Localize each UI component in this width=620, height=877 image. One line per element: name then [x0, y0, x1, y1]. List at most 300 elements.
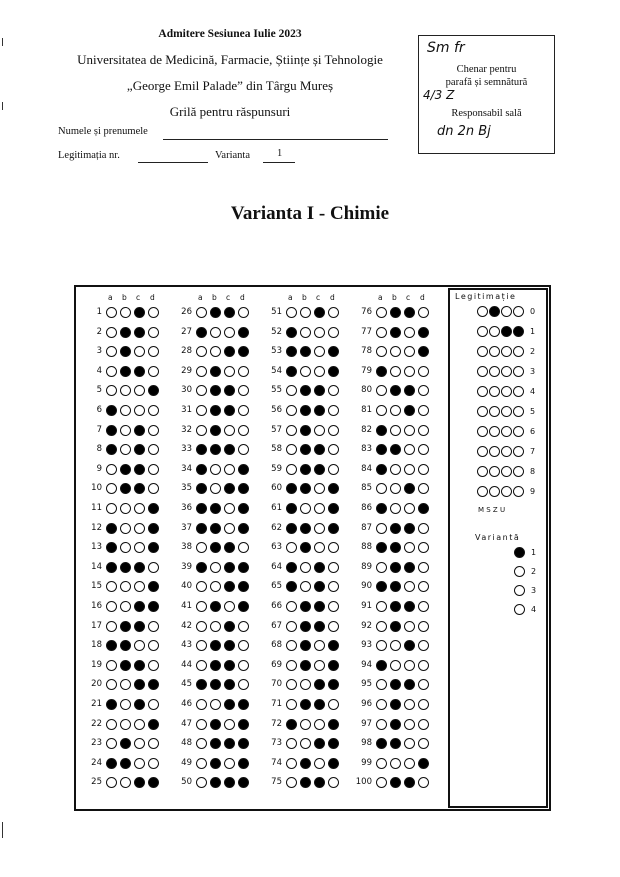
answer-bubble[interactable] — [376, 523, 387, 534]
answer-bubble[interactable] — [390, 699, 401, 710]
legitimatie-bubble[interactable] — [501, 386, 512, 397]
answer-bubble[interactable] — [314, 601, 325, 612]
answer-bubble[interactable] — [196, 503, 207, 514]
answer-bubble[interactable] — [134, 366, 145, 377]
answer-bubble[interactable] — [196, 464, 207, 475]
answer-bubble[interactable] — [390, 660, 401, 671]
answer-bubble[interactable] — [148, 699, 159, 710]
answer-bubble[interactable] — [106, 385, 117, 396]
answer-bubble[interactable] — [404, 738, 415, 749]
answer-bubble[interactable] — [148, 581, 159, 592]
answer-bubble[interactable] — [224, 562, 235, 573]
legitimatie-bubble[interactable] — [513, 406, 524, 417]
legitimatie-bubble[interactable] — [501, 346, 512, 357]
legitimatie-bubble[interactable] — [489, 366, 500, 377]
answer-bubble[interactable] — [224, 483, 235, 494]
answer-bubble[interactable] — [314, 699, 325, 710]
answer-bubble[interactable] — [238, 777, 249, 788]
answer-bubble[interactable] — [210, 581, 221, 592]
answer-bubble[interactable] — [106, 425, 117, 436]
answer-bubble[interactable] — [238, 405, 249, 416]
answer-bubble[interactable] — [134, 464, 145, 475]
legitimatie-bubble[interactable] — [489, 466, 500, 477]
answer-bubble[interactable] — [120, 660, 131, 671]
answer-bubble[interactable] — [328, 503, 339, 514]
legitimatie-bubble[interactable] — [501, 406, 512, 417]
answer-bubble[interactable] — [390, 562, 401, 573]
legitimatie-bubble[interactable] — [489, 486, 500, 497]
legitimatie-bubble[interactable] — [513, 366, 524, 377]
answer-bubble[interactable] — [404, 405, 415, 416]
answer-bubble[interactable] — [314, 464, 325, 475]
answer-bubble[interactable] — [404, 444, 415, 455]
answer-bubble[interactable] — [224, 699, 235, 710]
answer-bubble[interactable] — [148, 385, 159, 396]
answer-bubble[interactable] — [106, 366, 117, 377]
answer-bubble[interactable] — [376, 581, 387, 592]
answer-bubble[interactable] — [418, 444, 429, 455]
legitimatie-bubble[interactable] — [489, 306, 500, 317]
answer-bubble[interactable] — [404, 777, 415, 788]
answer-bubble[interactable] — [286, 405, 297, 416]
answer-bubble[interactable] — [404, 581, 415, 592]
answer-bubble[interactable] — [404, 523, 415, 534]
answer-bubble[interactable] — [404, 758, 415, 769]
answer-bubble[interactable] — [120, 483, 131, 494]
answer-bubble[interactable] — [120, 327, 131, 338]
answer-bubble[interactable] — [418, 307, 429, 318]
legitimatie-bubble[interactable] — [501, 466, 512, 477]
answer-bubble[interactable] — [300, 640, 311, 651]
answer-bubble[interactable] — [418, 385, 429, 396]
answer-bubble[interactable] — [314, 523, 325, 534]
answer-bubble[interactable] — [376, 503, 387, 514]
answer-bubble[interactable] — [210, 542, 221, 553]
answer-bubble[interactable] — [120, 601, 131, 612]
answer-bubble[interactable] — [404, 719, 415, 730]
answer-bubble[interactable] — [390, 719, 401, 730]
answer-bubble[interactable] — [300, 346, 311, 357]
answer-bubble[interactable] — [134, 346, 145, 357]
answer-bubble[interactable] — [210, 405, 221, 416]
answer-bubble[interactable] — [286, 699, 297, 710]
answer-bubble[interactable] — [196, 660, 207, 671]
answer-bubble[interactable] — [314, 581, 325, 592]
legitimatie-bubble[interactable] — [513, 426, 524, 437]
answer-bubble[interactable] — [238, 601, 249, 612]
answer-bubble[interactable] — [148, 719, 159, 730]
answer-bubble[interactable] — [376, 307, 387, 318]
legitimatie-bubble[interactable] — [477, 466, 488, 477]
answer-bubble[interactable] — [286, 777, 297, 788]
answer-bubble[interactable] — [134, 660, 145, 671]
answer-bubble[interactable] — [120, 346, 131, 357]
answer-bubble[interactable] — [238, 640, 249, 651]
legitimatie-bubble[interactable] — [489, 426, 500, 437]
answer-bubble[interactable] — [376, 542, 387, 553]
answer-bubble[interactable] — [314, 327, 325, 338]
answer-bubble[interactable] — [300, 621, 311, 632]
answer-bubble[interactable] — [314, 738, 325, 749]
answer-bubble[interactable] — [210, 425, 221, 436]
answer-bubble[interactable] — [390, 464, 401, 475]
answer-bubble[interactable] — [196, 738, 207, 749]
answer-bubble[interactable] — [210, 464, 221, 475]
answer-bubble[interactable] — [404, 699, 415, 710]
answer-bubble[interactable] — [106, 523, 117, 534]
answer-bubble[interactable] — [224, 503, 235, 514]
answer-bubble[interactable] — [314, 346, 325, 357]
answer-bubble[interactable] — [328, 621, 339, 632]
answer-bubble[interactable] — [286, 444, 297, 455]
legitimatie-bubble[interactable] — [477, 386, 488, 397]
answer-bubble[interactable] — [196, 346, 207, 357]
answer-bubble[interactable] — [224, 621, 235, 632]
answer-bubble[interactable] — [120, 405, 131, 416]
answer-bubble[interactable] — [300, 503, 311, 514]
answer-bubble[interactable] — [106, 758, 117, 769]
answer-bubble[interactable] — [286, 581, 297, 592]
answer-bubble[interactable] — [238, 699, 249, 710]
answer-bubble[interactable] — [300, 699, 311, 710]
answer-bubble[interactable] — [196, 523, 207, 534]
answer-bubble[interactable] — [404, 307, 415, 318]
answer-bubble[interactable] — [376, 738, 387, 749]
answer-bubble[interactable] — [390, 640, 401, 651]
answer-bubble[interactable] — [224, 679, 235, 690]
answer-bubble[interactable] — [418, 719, 429, 730]
answer-bubble[interactable] — [210, 719, 221, 730]
answer-bubble[interactable] — [238, 523, 249, 534]
answer-bubble[interactable] — [134, 483, 145, 494]
answer-bubble[interactable] — [328, 523, 339, 534]
answer-bubble[interactable] — [224, 542, 235, 553]
answer-bubble[interactable] — [148, 738, 159, 749]
legitimatie-bubble[interactable] — [477, 446, 488, 457]
legitimatie-bubble[interactable] — [513, 466, 524, 477]
answer-bubble[interactable] — [314, 307, 325, 318]
answer-bubble[interactable] — [376, 640, 387, 651]
answer-bubble[interactable] — [286, 660, 297, 671]
answer-bubble[interactable] — [314, 758, 325, 769]
answer-bubble[interactable] — [224, 346, 235, 357]
answer-bubble[interactable] — [300, 562, 311, 573]
answer-bubble[interactable] — [404, 660, 415, 671]
answer-bubble[interactable] — [300, 464, 311, 475]
legitimatie-bubble[interactable] — [513, 446, 524, 457]
answer-bubble[interactable] — [314, 503, 325, 514]
legitimatie-bubble[interactable] — [477, 406, 488, 417]
answer-bubble[interactable] — [210, 679, 221, 690]
answer-bubble[interactable] — [286, 425, 297, 436]
answer-bubble[interactable] — [210, 503, 221, 514]
legitimatie-bubble[interactable] — [489, 346, 500, 357]
answer-bubble[interactable] — [404, 346, 415, 357]
answer-bubble[interactable] — [418, 758, 429, 769]
legitimatie-bubble[interactable] — [513, 306, 524, 317]
answer-bubble[interactable] — [148, 660, 159, 671]
legitimatie-bubble[interactable] — [477, 326, 488, 337]
answer-bubble[interactable] — [196, 621, 207, 632]
answer-bubble[interactable] — [238, 562, 249, 573]
answer-bubble[interactable] — [134, 601, 145, 612]
answer-bubble[interactable] — [238, 660, 249, 671]
legitimatie-bubble[interactable] — [489, 406, 500, 417]
answer-bubble[interactable] — [224, 758, 235, 769]
answer-bubble[interactable] — [238, 758, 249, 769]
answer-bubble[interactable] — [390, 738, 401, 749]
answer-bubble[interactable] — [196, 758, 207, 769]
answer-bubble[interactable] — [286, 640, 297, 651]
answer-bubble[interactable] — [106, 444, 117, 455]
answer-bubble[interactable] — [404, 464, 415, 475]
answer-bubble[interactable] — [300, 444, 311, 455]
answer-bubble[interactable] — [404, 679, 415, 690]
answer-bubble[interactable] — [404, 621, 415, 632]
answer-bubble[interactable] — [286, 758, 297, 769]
answer-bubble[interactable] — [210, 777, 221, 788]
answer-bubble[interactable] — [120, 444, 131, 455]
answer-bubble[interactable] — [120, 738, 131, 749]
answer-bubble[interactable] — [148, 679, 159, 690]
answer-bubble[interactable] — [376, 621, 387, 632]
answer-bubble[interactable] — [148, 523, 159, 534]
answer-bubble[interactable] — [328, 425, 339, 436]
answer-bubble[interactable] — [376, 405, 387, 416]
answer-bubble[interactable] — [418, 346, 429, 357]
answer-bubble[interactable] — [120, 581, 131, 592]
answer-bubble[interactable] — [120, 777, 131, 788]
answer-bubble[interactable] — [286, 601, 297, 612]
answer-bubble[interactable] — [300, 581, 311, 592]
answer-bubble[interactable] — [210, 601, 221, 612]
answer-bubble[interactable] — [120, 679, 131, 690]
answer-bubble[interactable] — [300, 758, 311, 769]
answer-bubble[interactable] — [196, 719, 207, 730]
legitimatie-bubble[interactable] — [501, 426, 512, 437]
answer-bubble[interactable] — [286, 679, 297, 690]
answer-bubble[interactable] — [106, 640, 117, 651]
legitimatie-bubble[interactable] — [513, 386, 524, 397]
answer-bubble[interactable] — [148, 777, 159, 788]
answer-bubble[interactable] — [196, 542, 207, 553]
answer-bubble[interactable] — [120, 464, 131, 475]
answer-bubble[interactable] — [314, 542, 325, 553]
answer-bubble[interactable] — [210, 621, 221, 632]
answer-bubble[interactable] — [106, 503, 117, 514]
answer-bubble[interactable] — [300, 660, 311, 671]
answer-bubble[interactable] — [390, 346, 401, 357]
answer-bubble[interactable] — [328, 327, 339, 338]
answer-bubble[interactable] — [238, 464, 249, 475]
answer-bubble[interactable] — [404, 327, 415, 338]
answer-bubble[interactable] — [210, 483, 221, 494]
answer-bubble[interactable] — [148, 425, 159, 436]
answer-bubble[interactable] — [134, 621, 145, 632]
answer-bubble[interactable] — [224, 640, 235, 651]
answer-bubble[interactable] — [300, 405, 311, 416]
answer-bubble[interactable] — [134, 581, 145, 592]
answer-bubble[interactable] — [314, 777, 325, 788]
answer-bubble[interactable] — [196, 385, 207, 396]
answer-bubble[interactable] — [314, 621, 325, 632]
legitimatie-bubble[interactable] — [477, 486, 488, 497]
answer-bubble[interactable] — [134, 679, 145, 690]
answer-bubble[interactable] — [134, 719, 145, 730]
answer-bubble[interactable] — [376, 758, 387, 769]
answer-bubble[interactable] — [148, 464, 159, 475]
answer-bubble[interactable] — [238, 366, 249, 377]
answer-bubble[interactable] — [106, 483, 117, 494]
answer-bubble[interactable] — [418, 464, 429, 475]
answer-bubble[interactable] — [390, 542, 401, 553]
answer-bubble[interactable] — [286, 523, 297, 534]
answer-bubble[interactable] — [106, 327, 117, 338]
answer-bubble[interactable] — [148, 621, 159, 632]
answer-bubble[interactable] — [286, 483, 297, 494]
answer-bubble[interactable] — [300, 679, 311, 690]
answer-bubble[interactable] — [418, 483, 429, 494]
answer-bubble[interactable] — [328, 483, 339, 494]
answer-bubble[interactable] — [238, 542, 249, 553]
answer-bubble[interactable] — [300, 385, 311, 396]
legitimatie-bubble[interactable] — [477, 306, 488, 317]
answer-bubble[interactable] — [134, 425, 145, 436]
answer-bubble[interactable] — [418, 562, 429, 573]
answer-bubble[interactable] — [314, 425, 325, 436]
answer-bubble[interactable] — [404, 542, 415, 553]
answer-bubble[interactable] — [328, 581, 339, 592]
answer-bubble[interactable] — [210, 660, 221, 671]
answer-bubble[interactable] — [106, 660, 117, 671]
answer-bubble[interactable] — [404, 640, 415, 651]
answer-bubble[interactable] — [106, 405, 117, 416]
answer-bubble[interactable] — [238, 346, 249, 357]
answer-bubble[interactable] — [134, 777, 145, 788]
id-field[interactable] — [138, 162, 208, 163]
answer-bubble[interactable] — [210, 699, 221, 710]
answer-bubble[interactable] — [286, 542, 297, 553]
answer-bubble[interactable] — [300, 738, 311, 749]
varianta-bubble[interactable] — [514, 585, 525, 596]
answer-bubble[interactable] — [106, 346, 117, 357]
answer-bubble[interactable] — [418, 523, 429, 534]
answer-bubble[interactable] — [328, 444, 339, 455]
answer-bubble[interactable] — [404, 601, 415, 612]
answer-bubble[interactable] — [300, 327, 311, 338]
answer-bubble[interactable] — [196, 444, 207, 455]
answer-bubble[interactable] — [390, 758, 401, 769]
legitimatie-bubble[interactable] — [489, 386, 500, 397]
answer-bubble[interactable] — [238, 444, 249, 455]
answer-bubble[interactable] — [418, 640, 429, 651]
answer-bubble[interactable] — [418, 405, 429, 416]
answer-bubble[interactable] — [210, 640, 221, 651]
answer-bubble[interactable] — [224, 405, 235, 416]
answer-bubble[interactable] — [196, 562, 207, 573]
answer-bubble[interactable] — [238, 679, 249, 690]
answer-bubble[interactable] — [390, 307, 401, 318]
answer-bubble[interactable] — [120, 758, 131, 769]
answer-bubble[interactable] — [210, 307, 221, 318]
answer-bubble[interactable] — [210, 444, 221, 455]
answer-bubble[interactable] — [376, 464, 387, 475]
answer-bubble[interactable] — [196, 699, 207, 710]
answer-bubble[interactable] — [328, 366, 339, 377]
answer-bubble[interactable] — [134, 307, 145, 318]
answer-bubble[interactable] — [404, 483, 415, 494]
answer-bubble[interactable] — [134, 444, 145, 455]
legitimatie-bubble[interactable] — [501, 326, 512, 337]
answer-bubble[interactable] — [106, 307, 117, 318]
answer-bubble[interactable] — [390, 405, 401, 416]
answer-bubble[interactable] — [376, 601, 387, 612]
answer-bubble[interactable] — [286, 327, 297, 338]
answer-bubble[interactable] — [328, 307, 339, 318]
answer-bubble[interactable] — [328, 601, 339, 612]
answer-bubble[interactable] — [106, 777, 117, 788]
answer-bubble[interactable] — [210, 562, 221, 573]
answer-bubble[interactable] — [300, 307, 311, 318]
answer-bubble[interactable] — [120, 562, 131, 573]
legitimatie-bubble[interactable] — [501, 306, 512, 317]
answer-bubble[interactable] — [210, 366, 221, 377]
answer-bubble[interactable] — [148, 601, 159, 612]
answer-bubble[interactable] — [390, 385, 401, 396]
legitimatie-bubble[interactable] — [477, 346, 488, 357]
answer-bubble[interactable] — [328, 777, 339, 788]
answer-bubble[interactable] — [134, 542, 145, 553]
answer-bubble[interactable] — [418, 660, 429, 671]
answer-bubble[interactable] — [224, 385, 235, 396]
answer-bubble[interactable] — [106, 464, 117, 475]
answer-bubble[interactable] — [390, 777, 401, 788]
answer-bubble[interactable] — [404, 385, 415, 396]
answer-bubble[interactable] — [224, 738, 235, 749]
answer-bubble[interactable] — [106, 562, 117, 573]
answer-bubble[interactable] — [300, 523, 311, 534]
answer-bubble[interactable] — [418, 738, 429, 749]
answer-bubble[interactable] — [300, 425, 311, 436]
answer-bubble[interactable] — [418, 621, 429, 632]
answer-bubble[interactable] — [210, 523, 221, 534]
answer-bubble[interactable] — [238, 385, 249, 396]
answer-bubble[interactable] — [224, 777, 235, 788]
answer-bubble[interactable] — [390, 621, 401, 632]
answer-bubble[interactable] — [376, 444, 387, 455]
answer-bubble[interactable] — [418, 699, 429, 710]
answer-bubble[interactable] — [148, 542, 159, 553]
answer-bubble[interactable] — [328, 738, 339, 749]
answer-bubble[interactable] — [106, 621, 117, 632]
answer-bubble[interactable] — [120, 385, 131, 396]
answer-bubble[interactable] — [286, 719, 297, 730]
answer-bubble[interactable] — [404, 425, 415, 436]
legitimatie-bubble[interactable] — [513, 486, 524, 497]
answer-bubble[interactable] — [286, 738, 297, 749]
answer-bubble[interactable] — [314, 405, 325, 416]
legitimatie-bubble[interactable] — [513, 326, 524, 337]
varianta-bubble[interactable] — [514, 604, 525, 615]
answer-bubble[interactable] — [300, 601, 311, 612]
answer-bubble[interactable] — [376, 346, 387, 357]
answer-bubble[interactable] — [134, 562, 145, 573]
legitimatie-bubble[interactable] — [489, 446, 500, 457]
answer-bubble[interactable] — [134, 405, 145, 416]
answer-bubble[interactable] — [120, 640, 131, 651]
answer-bubble[interactable] — [148, 405, 159, 416]
answer-bubble[interactable] — [210, 346, 221, 357]
